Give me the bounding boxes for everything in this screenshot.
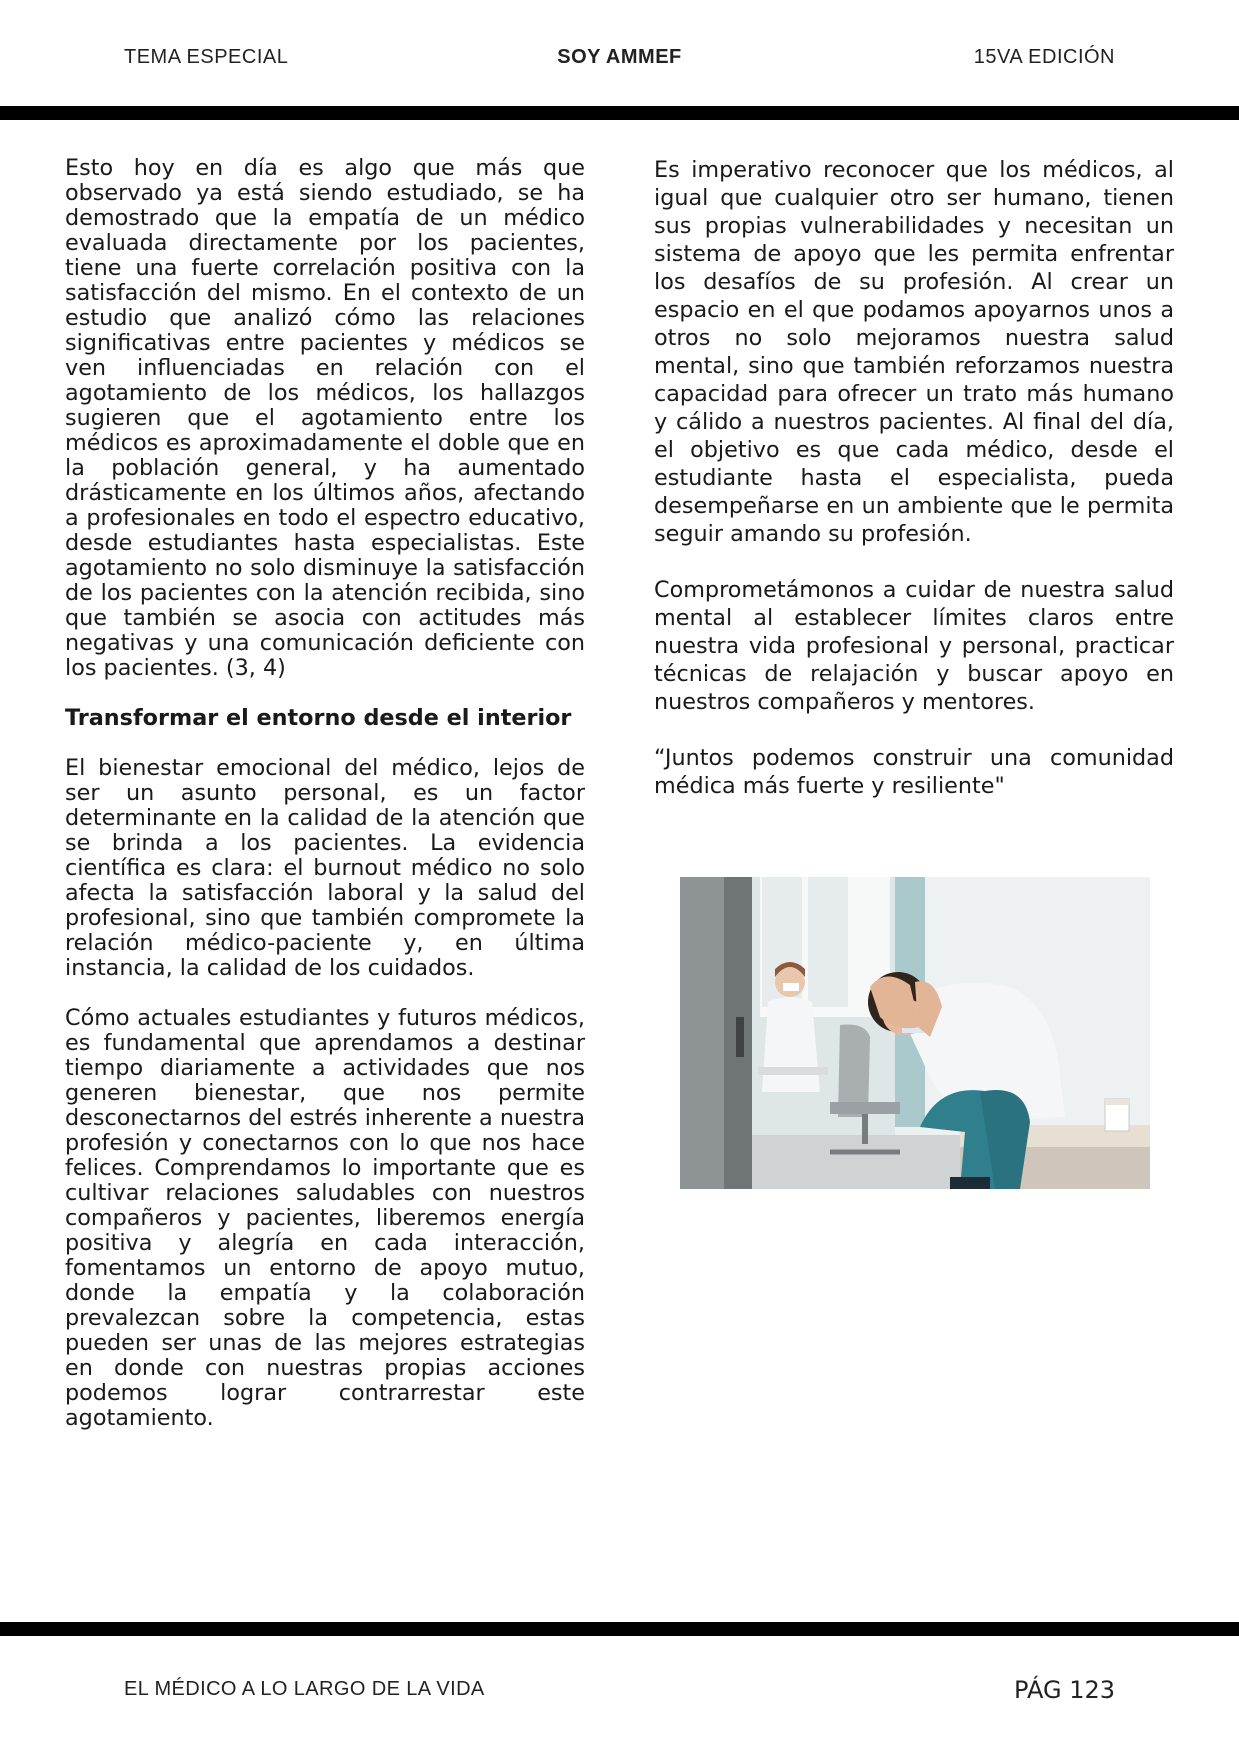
right-paragraph-2: Comprometámonos a cuidar de nuestra salud mental al establecer límites claros entre nuestra vida profesional y personal, practicar técnicas de relajación y buscar apoyo en nuestros compañeros y mentores. xyxy=(654,577,1174,715)
edition-label: 15VA EDICIÓN xyxy=(973,46,1115,68)
section-heading: Transformar el entorno desde el interior xyxy=(65,705,572,731)
section-label: TEMA ESPECIAL xyxy=(124,46,289,68)
magazine-title: SOY AMMEF xyxy=(557,46,682,68)
left-column xyxy=(65,156,585,1456)
page-number: PÁG 123 xyxy=(1014,1676,1115,1704)
left-paragraph-1: Esto hoy en día es algo que más que observado ya está siendo estudiado, se ha demostrado que la empatía de un médico evaluada directamente por los pacientes, tiene una fuerte correlación positiva con la satisfacción del mismo. En el contexto de un estudio que analizó cómo las relaciones significativas entre pacientes y médicos se ven influenciadas en relación con el agotamiento de los médicos, los hallazgos sugieren que el agotamiento entre los médicos es aproximadamente el doble que en la población general, y ha aumentado drásticamente en los últimos años, afectando a profesionales en todo el espectro educativo, desde estudiantes hasta especialistas. Este agotamiento no solo disminuye la satisfacción de los pacientes con la atención recibida, sino que también se asocia con actitudes más negativas y una comunicación deficiente con los pacientes. (3, 4) xyxy=(65,155,585,681)
footer-section-title: EL MÉDICO A LO LARGO DE LA VIDA xyxy=(124,1678,485,1700)
top-divider xyxy=(0,106,1239,120)
closing-quote: “Juntos podemos construir una comunidad médica más fuerte y resiliente" xyxy=(654,745,1174,799)
page-header xyxy=(0,0,1239,108)
bottom-divider xyxy=(0,1622,1239,1636)
article-photo xyxy=(680,877,1150,1189)
right-paragraph-1: Es imperativo reconocer que los médicos, al igual que cualquier otro ser humano, tienen sus propias vulnerabilidades y necesitan un sistema de apoyo que les permita enfrentar los desafíos de su profesión. Al crear un espacio en el que podamos apoyarnos unos a otros no solo mejoramos nuestra salud mental, sino que también reforzamos nuestra capacidad para ofrecer un trato más humano y cálido a nuestros pacientes. Al final del día, el objetivo es que cada médico, desde el estudiante hasta el especialista, pueda desempeñarse en un ambiente que le permita seguir amando su profesión. xyxy=(654,157,1174,547)
left-paragraph-3: Cómo actuales estudiantes y futuros médicos, es fundamental que aprendamos a destinar tiempo diariamente a actividades que nos generen bienestar, que nos permite desconectarnos del estrés inherente a nuestra profesión y conectarnos con lo que nos hace felices. Comprendamos lo importante que es cultivar relaciones saludables con nuestros compañeros y pacientes, liberemos energía positiva y alegría en cada interacción, fomentamos un entorno de apoyo mutuo, donde la empatía y la colaboración prevalezcan sobre la competencia, estas pueden ser unas de las mejores estrategias en donde con nuestras propias acciones podemos lograr contrarrestar este agotamiento. xyxy=(65,1005,585,1431)
right-column xyxy=(654,156,1174,828)
left-paragraph-2: El bienestar emocional del médico, lejos de ser un asunto personal, es un factor determinante en la calidad de la atención que se brinda a los pacientes. La evidencia científica es clara: el burnout médico no solo afecta la satisfacción laboral y la salud del profesional, sino que también compromete la relación médico-paciente y, en última instancia, la calidad de los cuidados. xyxy=(65,755,585,981)
